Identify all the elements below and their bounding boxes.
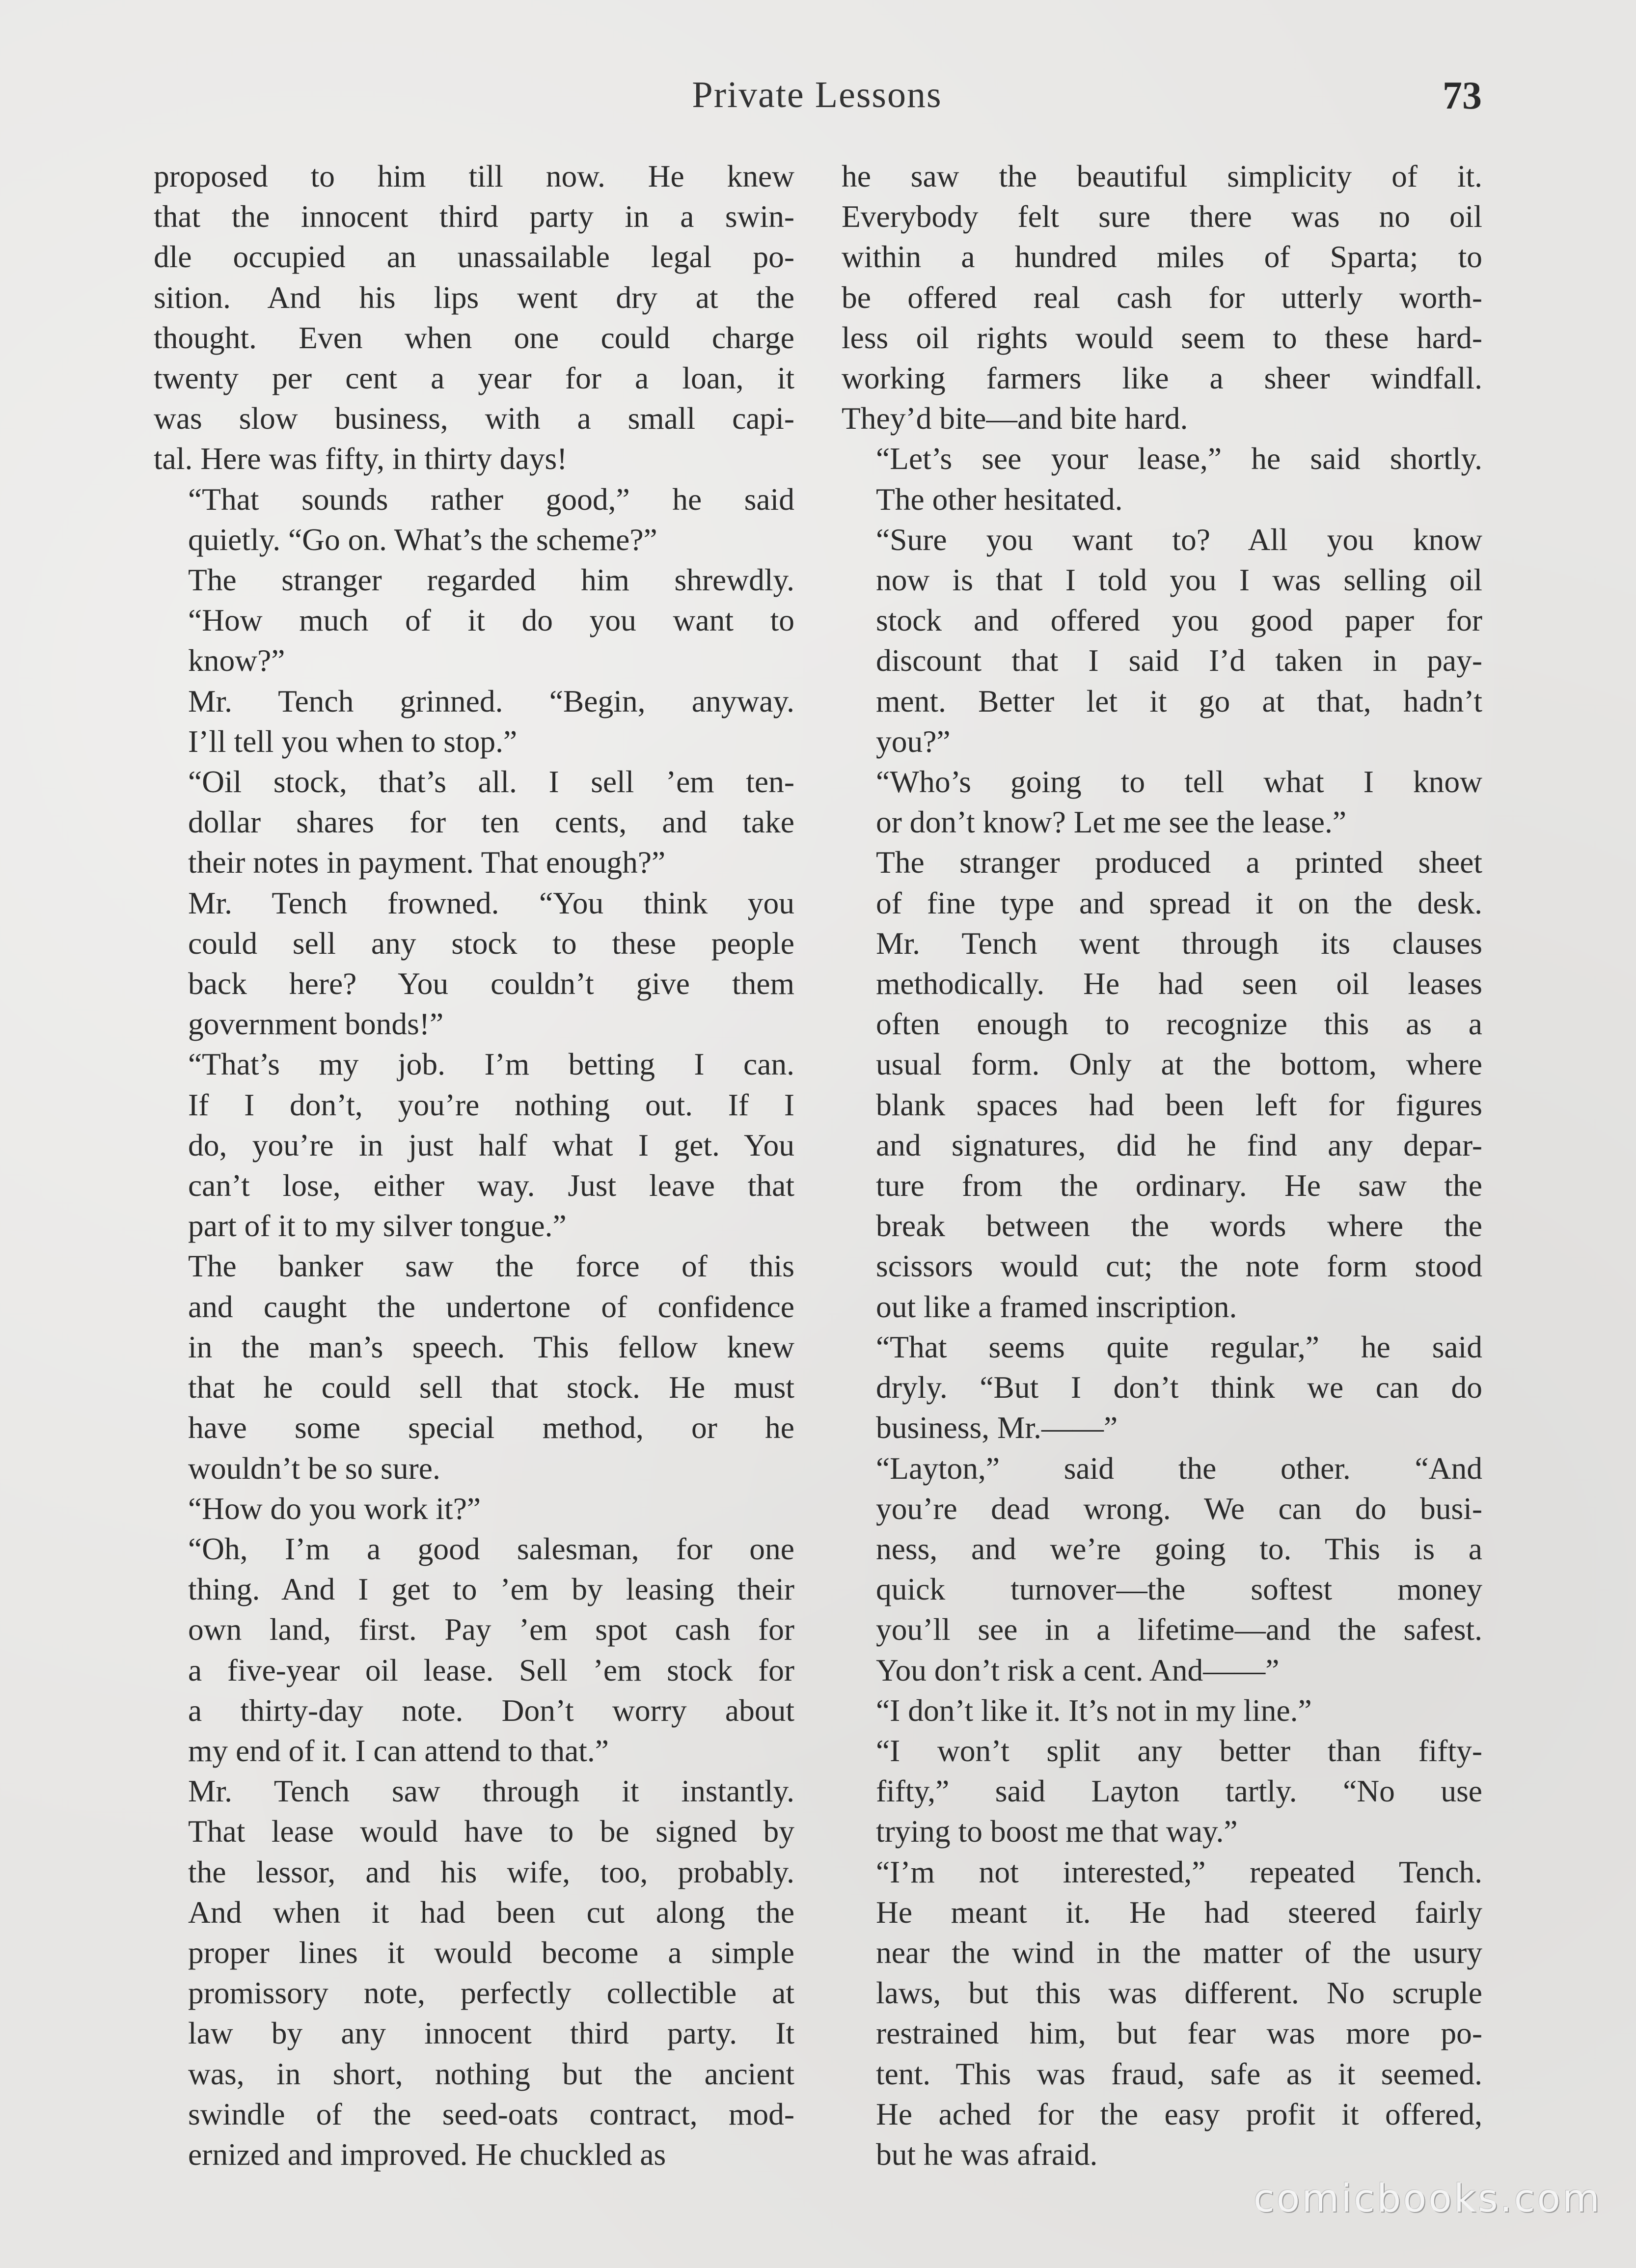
text-line: “Sure you want to? All you know: [876, 522, 1482, 557]
text-line: thing. And I get to ’em by leasing their: [188, 1572, 794, 1607]
text-line: was, in short, nothing but the ancient: [188, 2056, 794, 2091]
text-line: you?”: [876, 723, 951, 759]
text-line: have some special method, or he: [188, 1410, 794, 1445]
paragraph: [842, 1852, 1482, 2175]
watermark: comicbooks.com: [1253, 2177, 1602, 2221]
paragraph: [842, 1731, 1482, 1852]
text-line: The stranger produced a printed sheet: [876, 845, 1482, 880]
paragraph: [154, 1489, 794, 1529]
text-line: near the wind in the matter of the usury: [876, 1935, 1482, 1970]
text-line: The banker saw the force of this: [188, 1248, 794, 1284]
text-line: the lessor, and his wife, too, probably.: [188, 1854, 794, 1889]
text-line: government bonds!”: [188, 1006, 444, 1042]
text-line: usual form. Only at the bottom, where: [876, 1047, 1482, 1082]
text-line: break between the words where the: [876, 1208, 1482, 1244]
paragraph: [154, 1529, 794, 1771]
text-line: proper lines it would become a simple: [188, 1935, 794, 1970]
text-line: business, Mr.——”: [876, 1410, 1118, 1445]
text-line: swindle of the seed-oats contract, mod-: [188, 2096, 794, 2131]
paragraph: [842, 842, 1482, 1327]
text-line: “I’m not interested,” repeated Tench.: [876, 1854, 1482, 1889]
text-line: often enough to recognize this as a: [876, 1006, 1482, 1042]
page-number: 73: [1443, 74, 1482, 117]
text-line: twenty per cent a year for a loan, it: [154, 360, 794, 396]
text-line: I’ll tell you when to stop.”: [188, 723, 518, 759]
text-line: could sell any stock to these people: [188, 925, 794, 961]
text-line: own land, first. Pay ’em spot cash for: [188, 1612, 794, 1647]
text-line: back here? You couldn’t give them: [188, 966, 794, 1001]
paragraph: [842, 762, 1482, 842]
text-line: a five-year oil lease. Sell ’em stock for: [188, 1652, 794, 1687]
text-line: and signatures, did he find any depar-: [876, 1127, 1482, 1162]
text-line: Everybody felt sure there was no oil: [842, 199, 1482, 234]
text-line: And when it had been cut along the: [188, 1894, 794, 1930]
left-text-column: [154, 156, 794, 2175]
text-line: a thirty-day note. Don’t worry about: [188, 1692, 794, 1728]
text-line: Mr. Tench went through its clauses: [876, 925, 1482, 961]
text-line: do, you’re in just half what I get. You: [188, 1127, 794, 1162]
paragraph: [154, 1771, 794, 2175]
text-line: stock and offered you good paper for: [876, 603, 1482, 638]
text-line: that the innocent third party in a swin-: [154, 199, 794, 234]
text-line: or don’t know? Let me see the lease.”: [876, 804, 1347, 840]
paragraph: [154, 1246, 794, 1488]
text-line: sition. And his lips went dry at the: [154, 279, 794, 315]
text-line: proposed to him till now. He knew: [154, 159, 794, 194]
text-line: blank spaces had been left for figures: [876, 1087, 1482, 1122]
text-line: “That’s my job. I’m betting I can.: [188, 1047, 794, 1082]
text-line: he saw the beautiful simplicity of it.: [842, 159, 1482, 194]
text-line: Mr. Tench grinned. “Begin, anyway.: [188, 683, 794, 719]
text-line: “How do you work it?”: [188, 1491, 481, 1526]
paragraph: [154, 762, 794, 883]
text-line: be offered real cash for utterly worth-: [842, 279, 1482, 315]
paragraph: [842, 439, 1482, 519]
text-line: part of it to my silver tongue.”: [188, 1208, 567, 1244]
text-line: fifty,” said Layton tartly. “No use: [876, 1773, 1482, 1809]
text-line: Mr. Tench saw through it instantly.: [188, 1773, 794, 1809]
text-line: their notes in payment. That enough?”: [188, 845, 666, 880]
paragraph: [842, 520, 1482, 762]
text-line: The other hesitated.: [876, 481, 1123, 517]
text-line: but he was afraid.: [876, 2136, 1098, 2172]
right-text-column: [842, 156, 1482, 2175]
paragraph: [842, 1327, 1482, 1448]
paragraph: [842, 1448, 1482, 1690]
text-line: and caught the undertone of confidence: [188, 1289, 794, 1324]
text-line: “That seems quite regular,” he said: [876, 1329, 1482, 1364]
text-line: promissory note, perfectly collectible at: [188, 1975, 794, 2011]
text-line: restrained him, but fear was more po-: [876, 2016, 1482, 2051]
text-line: “Let’s see your lease,” he said shortly.: [876, 441, 1482, 476]
text-line: Mr. Tench frowned. “You think you: [188, 885, 794, 920]
text-line: He meant it. He had steered fairly: [876, 1894, 1482, 1930]
text-line: law by any innocent third party. It: [188, 2016, 794, 2051]
text-line: trying to boost me that way.”: [876, 1814, 1238, 1849]
paragraph: [154, 479, 794, 560]
text-line: dollar shares for ten cents, and take: [188, 804, 794, 840]
text-line: laws, but this was different. No scruple: [876, 1975, 1482, 2011]
paragraph: [154, 883, 794, 1045]
text-line: in the man’s speech. This fellow knew: [188, 1329, 794, 1364]
text-line: less oil rights would seem to these hard-: [842, 320, 1482, 355]
paragraph: [154, 560, 794, 681]
text-line: The stranger regarded him shrewdly.: [188, 562, 794, 598]
text-line: ture from the ordinary. He saw the: [876, 1168, 1482, 1203]
text-line: scissors would cut; the note form stood: [876, 1248, 1482, 1284]
text-line: If I don’t, you’re nothing out. If I: [188, 1087, 794, 1122]
text-line: dryly. “But I don’t think we can do: [876, 1370, 1482, 1405]
paragraph: [154, 1044, 794, 1246]
text-line: “I don’t like it. It’s not in my line.”: [876, 1692, 1312, 1728]
text-line: “That sounds rather good,” he said: [188, 481, 794, 517]
text-line: know?”: [188, 643, 285, 678]
text-line: ernized and improved. He chuckled as: [188, 2136, 666, 2172]
text-line: You don’t risk a cent. And——”: [876, 1652, 1280, 1687]
text-line: wouldn’t be so sure.: [188, 1450, 440, 1486]
text-line: tent. This was fraud, safe as it seemed.: [876, 2056, 1482, 2091]
text-line: That lease would have to be signed by: [188, 1814, 794, 1849]
text-line: of fine type and spread it on the desk.: [876, 885, 1482, 920]
text-line: ment. Better let it go at that, hadn’t: [876, 683, 1482, 719]
text-line: you’ll see in a lifetime—and the safest.: [876, 1612, 1482, 1647]
text-line: dle occupied an unassailable legal po-: [154, 239, 794, 275]
running-title: Private Lessons: [692, 74, 942, 115]
text-line: thought. Even when one could charge: [154, 320, 794, 355]
text-line: “Oh, I’m a good salesman, for one: [188, 1531, 794, 1566]
text-line: methodically. He had seen oil leases: [876, 966, 1482, 1001]
text-line: my end of it. I can attend to that.”: [188, 1733, 609, 1768]
text-line: “Layton,” said the other. “And: [876, 1450, 1482, 1486]
text-line: working farmers like a sheer windfall.: [842, 360, 1482, 396]
text-line: now is that I told you I was selling oil: [876, 562, 1482, 598]
text-line: “How much of it do you want to: [188, 603, 794, 638]
text-line: ness, and we’re going to. This is a: [876, 1531, 1482, 1566]
text-line: quietly. “Go on. What’s the scheme?”: [188, 522, 657, 557]
text-line: “I won’t split any better than fifty-: [876, 1733, 1482, 1768]
text-line: discount that I said I’d taken in pay-: [876, 643, 1482, 678]
text-line: within a hundred miles of Sparta; to: [842, 239, 1482, 275]
paragraph: [154, 681, 794, 762]
text-line: was slow business, with a small capi-: [154, 401, 794, 436]
text-line: that he could sell that stock. He must: [188, 1370, 794, 1405]
text-line: you’re dead wrong. We can do busi-: [876, 1491, 1482, 1526]
text-line: tal. Here was fifty, in thirty days!: [154, 441, 568, 476]
paragraph: [842, 156, 1482, 439]
text-line: quick turnover—the softest money: [876, 1572, 1482, 1607]
running-header: [152, 74, 1482, 133]
text-line: He ached for the easy profit it offered,: [876, 2096, 1482, 2131]
text-line: can’t lose, either way. Just leave that: [188, 1168, 794, 1203]
text-line: out like a framed inscription.: [876, 1289, 1237, 1324]
paragraph: [842, 1690, 1482, 1731]
text-line: “Oil stock, that’s all. I sell ’em ten-: [188, 764, 794, 800]
paragraph: [154, 156, 794, 479]
text-line: They’d bite—and bite hard.: [842, 401, 1188, 436]
text-line: “Who’s going to tell what I know: [876, 764, 1482, 800]
